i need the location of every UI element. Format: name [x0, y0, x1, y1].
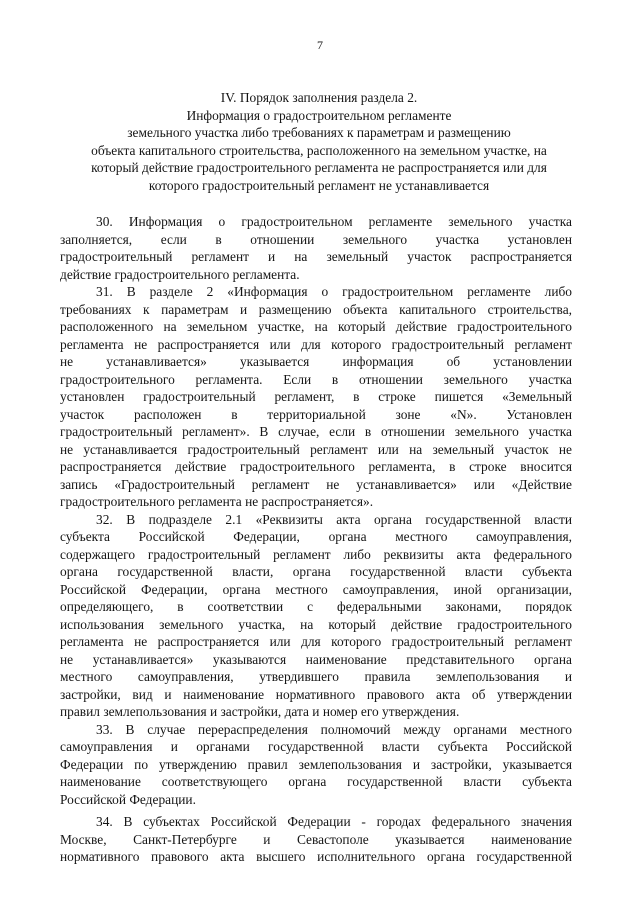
paragraph-31 [60, 283, 572, 511]
heading-line: которого градостроительный регламент не устанавливается [148, 177, 490, 193]
text-line: содержащего градостроительный регламент либо реквизиты акта федерального [60, 546, 572, 562]
text-line: использования земельного участка, на который действие градостроительного [60, 616, 572, 632]
section-heading [58, 89, 580, 194]
text-line: запись «Градостроительный регламент не устанавливается» или «Действие [60, 476, 572, 492]
text-line: местного самоуправления, утвердившего правила землепользования и [60, 669, 572, 684]
page-number: 7 [317, 38, 323, 52]
text-line: требованиях к параметрам и размещению объекта капитального строительства, [60, 301, 572, 317]
text-line: заполняется, если в отношении земельного участка установлен [60, 231, 572, 247]
text-line: участок расположен в территориальной зоне «N». Установлен [60, 406, 572, 422]
text-line: не устанавливается» указываются наименование представительного органа [60, 651, 572, 667]
text-line: не устанавливается» указывается информация об установлении [60, 354, 572, 369]
heading-line: объекта капитального строительства, расположенного на земельном участке, на [91, 142, 547, 158]
text-line: действие градостроительного регламента. [60, 266, 300, 282]
text-line: градостроительный регламент». В случае, если в отношении земельного участка [60, 424, 572, 439]
text-line: нормативного правового акта высшего исполнительного органа государственной [60, 849, 572, 864]
text-line: 33. В случае перераспределения полномочий между органами местного [96, 721, 572, 737]
text-line: наименование соответствующего органа государственной власти субъекта [60, 774, 572, 789]
text-line: правил землепользования и застройки, дата и номер его утверждения. [60, 704, 460, 719]
paragraph-33 [60, 721, 572, 809]
text-line: Москве, Санкт-Петербурге и Севастополе указывается наименование [60, 831, 572, 847]
text-line: 31. В разделе 2 «Информация о градостроительном регламенте либо [96, 284, 572, 299]
heading-line: IV. Порядок заполнения раздела 2. [220, 90, 418, 105]
text-line: Российской Федерации. [60, 791, 196, 807]
text-line: 30. Информация о градостроительном регламенте земельного участка [96, 214, 572, 229]
text-line: установлен градостроительный регламент, в строке пишется «Земельный [60, 389, 572, 404]
heading-line: Информация о градостроительном регламенте [186, 107, 452, 123]
text-line: градостроительного регламента. Если в отношении земельного участка [60, 371, 572, 387]
heading-line: который действие градостроительного регламента не распространяется или для [91, 160, 547, 175]
paragraph-30 [60, 213, 572, 283]
document-body [60, 213, 572, 866]
text-line: расположенного на земельном участке, на который действие градостроительного [60, 319, 572, 334]
text-line: определяющего, в соответствии с федеральными законами, порядок [60, 599, 572, 614]
text-line: градостроительного регламента не распространяется». [60, 494, 374, 509]
text-line: градостроительный регламент и на земельный участок распространяется [60, 249, 572, 264]
text-line: застройки, вид и наименование нормативного правового акта об утверждении [60, 686, 572, 702]
text-line: самоуправления и органами государственной власти субъекта Российской [60, 739, 572, 754]
paragraph-32 [60, 511, 572, 721]
text-line: Федерации по утверждению правил землепользования и застройки, указывается [60, 756, 572, 772]
text-line: 32. В подразделе 2.1 «Реквизиты акта органа государственной власти [96, 511, 572, 527]
text-line: регламента не распространяется или для которого градостроительный регламент [60, 634, 572, 649]
text-line: регламента не распространяется или для которого градостроительный регламент [60, 336, 572, 352]
text-line: субъекта Российской Федерации, органа местного самоуправления, [60, 529, 572, 544]
text-line: 34. В субъектах Российской Федерации - городах федерального значения [96, 814, 572, 829]
text-line: распространяется действие градостроительного регламента, в строке вносится [60, 459, 572, 474]
text-line: Российской Федерации, органа местного самоуправления, иной организации, [60, 581, 572, 597]
heading-line: земельного участка либо требованиях к параметрам и размещению [127, 125, 511, 140]
text-line: органа государственной власти, органа государственной власти субъекта [60, 564, 572, 579]
text-line: не устанавливается градостроительный регламент или на земельный участок не [60, 441, 572, 457]
paragraph-34 [60, 813, 572, 866]
